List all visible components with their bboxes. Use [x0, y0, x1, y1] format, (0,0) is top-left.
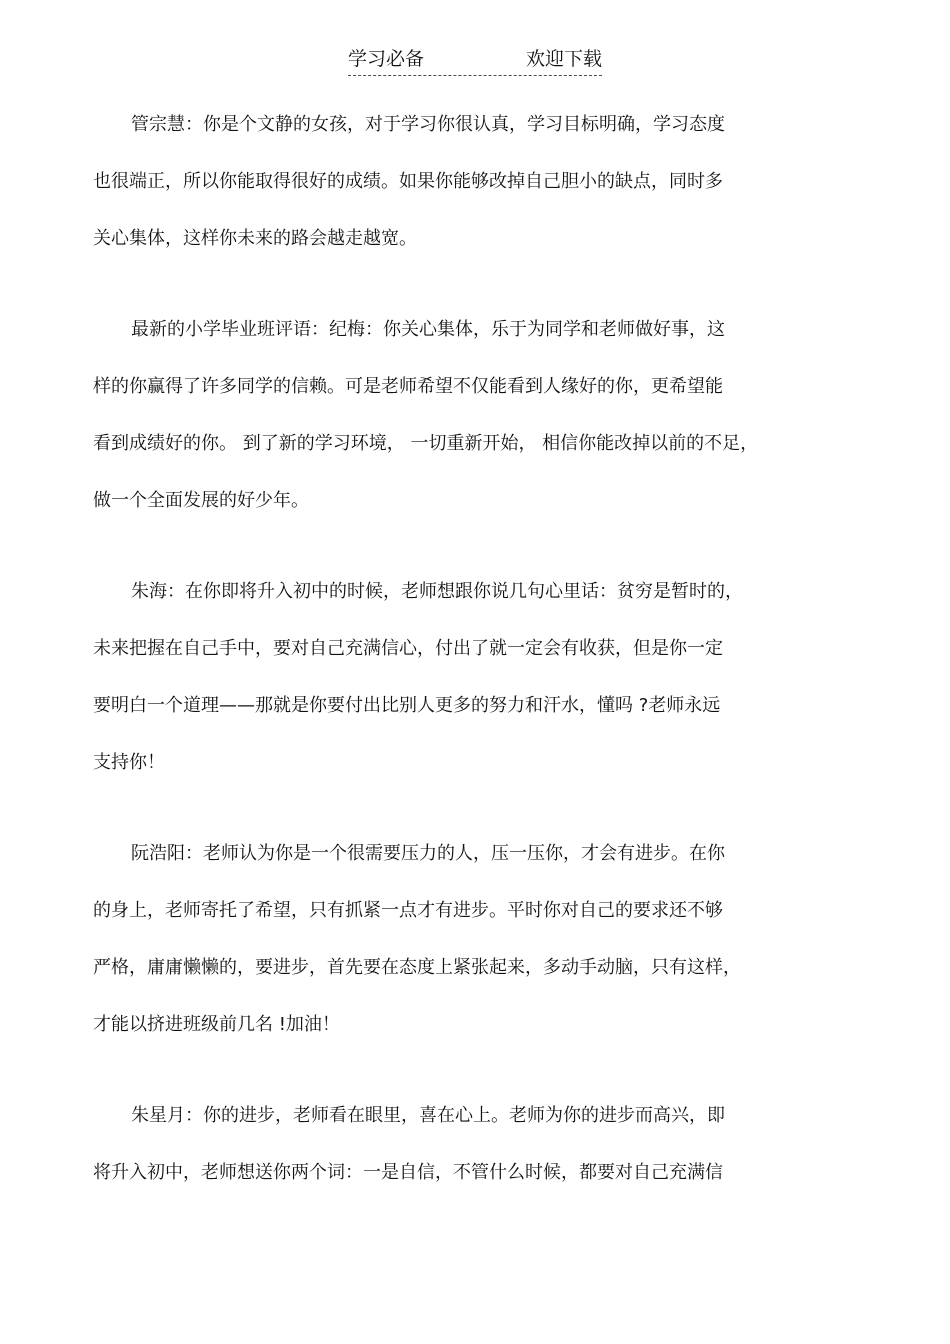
text-line: 看到成绩好的你。 到了新的学习环境， 一切重新开始， 相信你能改掉以前的不足，	[93, 433, 759, 454]
text-line: 样的你赢得了许多同学的信赖。可是老师希望不仅能看到人缘好的你，更希望能	[93, 376, 723, 397]
text-line: 支持你！	[93, 752, 165, 773]
page-header	[0, 44, 950, 76]
text-line: 将升入初中，老师想送你两个词：一是自信，不管什么时候，都要对自己充满信	[93, 1162, 723, 1183]
text-line: 朱海：在你即将升入初中的时候，老师想跟你说几句心里话：贫穷是暂时的，	[131, 581, 743, 602]
text-line: 做一个全面发展的好少年。	[93, 490, 309, 511]
header-underline	[348, 44, 602, 76]
text-line: 才能以挤进班级前几名 !加油！	[93, 1014, 340, 1035]
header-right-text: 欢迎下载	[526, 48, 603, 70]
text-line: 朱星月：你的进步，老师看在眼里，喜在心上。老师为你的进步而高兴，即	[131, 1105, 725, 1126]
text-line: 也很端正，所以你能取得很好的成绩。如果你能够改掉自己胆小的缺点，同时多	[93, 171, 723, 192]
text-line: 的身上，老师寄托了希望，只有抓紧一点才有进步。平时你对自己的要求还不够	[93, 900, 723, 921]
header-left-text: 学习必备	[347, 48, 424, 70]
text-line: 要明白一个道理——那就是你要付出比别人更多的努力和汗水，懂吗 ?老师永远	[93, 695, 721, 716]
text-line: 关心集体，这样你未来的路会越走越宽。	[93, 228, 417, 249]
text-line: 阮浩阳：老师认为你是一个很需要压力的人，压一压你，才会有进步。在你	[131, 843, 725, 864]
text-line: 最新的小学毕业班评语：纪梅：你关心集体，乐于为同学和老师做好事，这	[131, 319, 725, 340]
text-line: 管宗慧：你是个文静的女孩，对于学习你很认真，学习目标明确，学习态度	[131, 114, 725, 135]
text-line: 严格，庸庸懒懒的，要进步，首先要在态度上紧张起来，多动手动脑，只有这样，	[93, 957, 741, 978]
text-line: 未来把握在自己手中，要对自己充满信心，付出了就一定会有收获，但是你一定	[93, 638, 723, 659]
